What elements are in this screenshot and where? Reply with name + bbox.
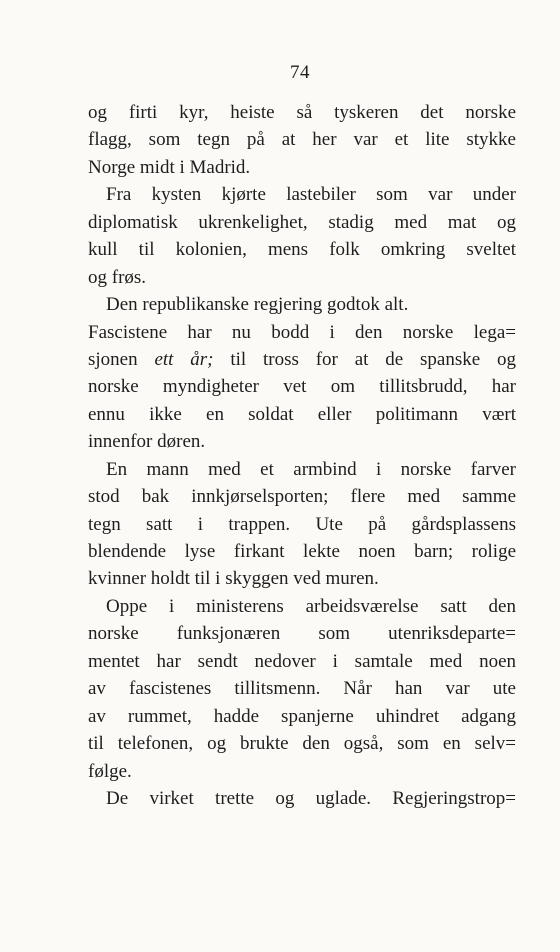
text-line: flagg, som tegn på at her var et lite stykke <box>88 129 516 151</box>
text-line: av fascistenes tillitsmenn. Når han var ute <box>88 678 516 700</box>
text-line: mentet har sendt nedover i samtale med noen <box>88 650 516 672</box>
text-line: følge. <box>88 760 132 782</box>
text-line: En mann med et armbind i norske farver <box>106 458 516 480</box>
text-line: tegn satt i trappen. Ute på gårdsplassens <box>88 513 516 535</box>
body-text <box>88 99 516 812</box>
text-line: og firti kyr, heiste så tyskeren det norske <box>88 102 516 123</box>
text-line: av rummet, hadde spanjerne uhindret adgang <box>88 705 516 727</box>
text-line: Fra kysten kjørte lastebiler som var under <box>106 184 516 206</box>
text-line: ennu ikke en soldat eller politimann vært <box>88 403 516 425</box>
text-line: kull til kolonien, mens folk omkring sveltet <box>88 239 516 261</box>
text-segment: sjonen <box>88 348 155 370</box>
text-line: De virket trette og uglade. Regjeringstrop= <box>106 787 516 809</box>
text-line: blendende lyse firkant lekte noen barn; rolige <box>88 541 516 562</box>
text-line <box>88 346 516 373</box>
page-number: 74 <box>290 62 310 83</box>
text-line: diplomatisk ukrenkelighet, stadig med mat og <box>88 211 516 233</box>
text-line: norske myndigheter vet om tillitsbrudd, har <box>88 376 516 398</box>
italic-text: ett år; <box>154 348 214 370</box>
text-line: stod bak innkjørselsporten; flere med samme <box>88 486 516 508</box>
text-line: norske funksjonæren som utenriksdeparte= <box>88 623 516 645</box>
text-line: innenfor døren. <box>88 431 206 453</box>
text-line: Fascistene har nu bodd i den norske lega= <box>88 321 516 343</box>
text-line: Norge midt i Madrid. <box>88 156 251 178</box>
text-line: Den republikanske regjering godtok alt. <box>106 294 409 316</box>
text-line: til telefonen, og brukte den også, som en selv= <box>88 733 516 755</box>
text-line: Oppe i ministerens arbeidsværelse satt den <box>106 595 516 617</box>
text-segment: til tross for at de spanske og <box>213 348 517 370</box>
text-line: og frøs. <box>88 266 147 288</box>
text-line: kvinner holdt til i skyggen ved muren. <box>88 568 379 590</box>
